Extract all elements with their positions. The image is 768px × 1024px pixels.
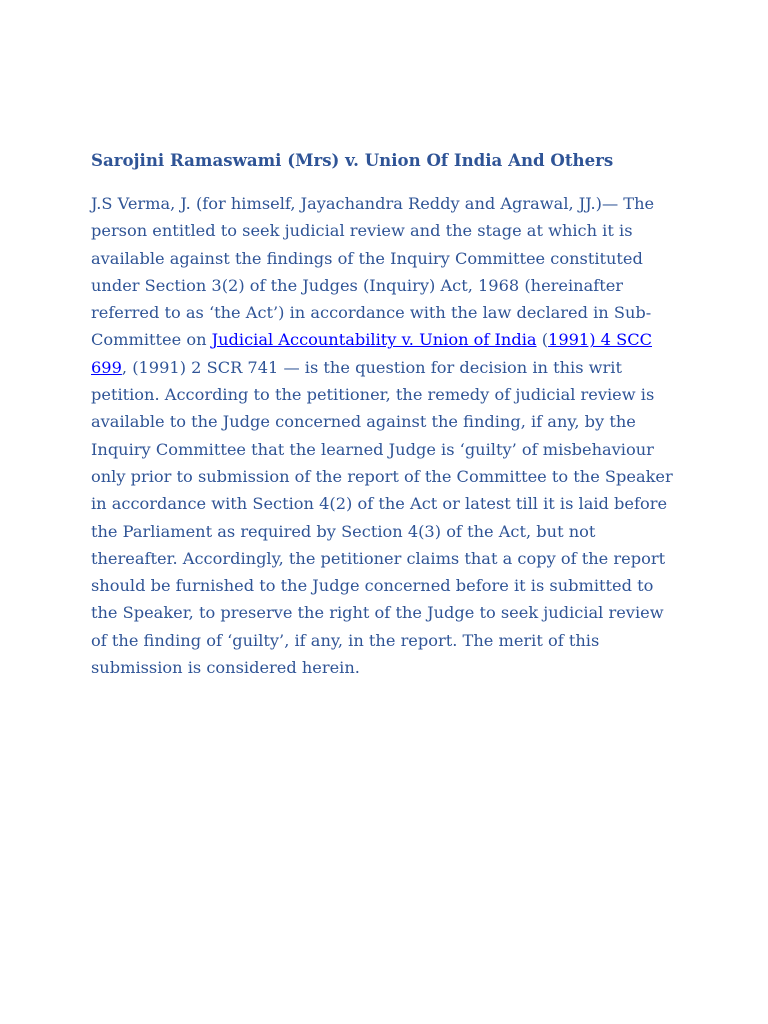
case-citation-link[interactable]: Judicial Accountability v. Union of India — [211, 330, 537, 350]
paragraph-text-part3: , (1991) 2 SCR 741 — is the question for decision in this writ petition. According to the petitioner, the remedy of judicial review is available to the Judge concerned against the finding, if any, by the Inquiry Committee that the learned Judge is ‘guilty’ of misbehaviour only prior to submission of the report of the Committee to the Speaker in accordance with Section 4(2) of the Act or latest till it is laid before the Parliament as required by Section 4(3) of the Act, but not thereafter. Accordingly, the petitioner claims that a copy of the report should be furnished to the Judge concerned before it is submitted to the Speaker, to preserve the right of the Judge to seek judicial review of the finding of ‘guilty’, if any, in the report. The merit of this submission is considered herein. — [91, 357, 673, 678]
scc-citation-link[interactable]: 1991) 4 SCC 699 — [91, 330, 652, 377]
document-page — [91, 146, 681, 681]
document-title: Sarojini Ramaswami (Mrs) v. Union Of India And Others — [91, 150, 614, 170]
paragraph-text-part1: J.S Verma, J. (for himself, Jayachandra Reddy and Agrawal, JJ.)— The person entitled to seek judicial review and the stage at which it is available against the findings of the Inquiry Committee constituted under Section 3(2) of the Judges (Inquiry) Act, 1968 (hereinafter referred to as ‘the Act’) in accordance with the law declared in Sub-Committee on — [91, 194, 655, 350]
body-paragraph — [91, 190, 681, 681]
paragraph-text-part2: ( — [536, 330, 549, 350]
